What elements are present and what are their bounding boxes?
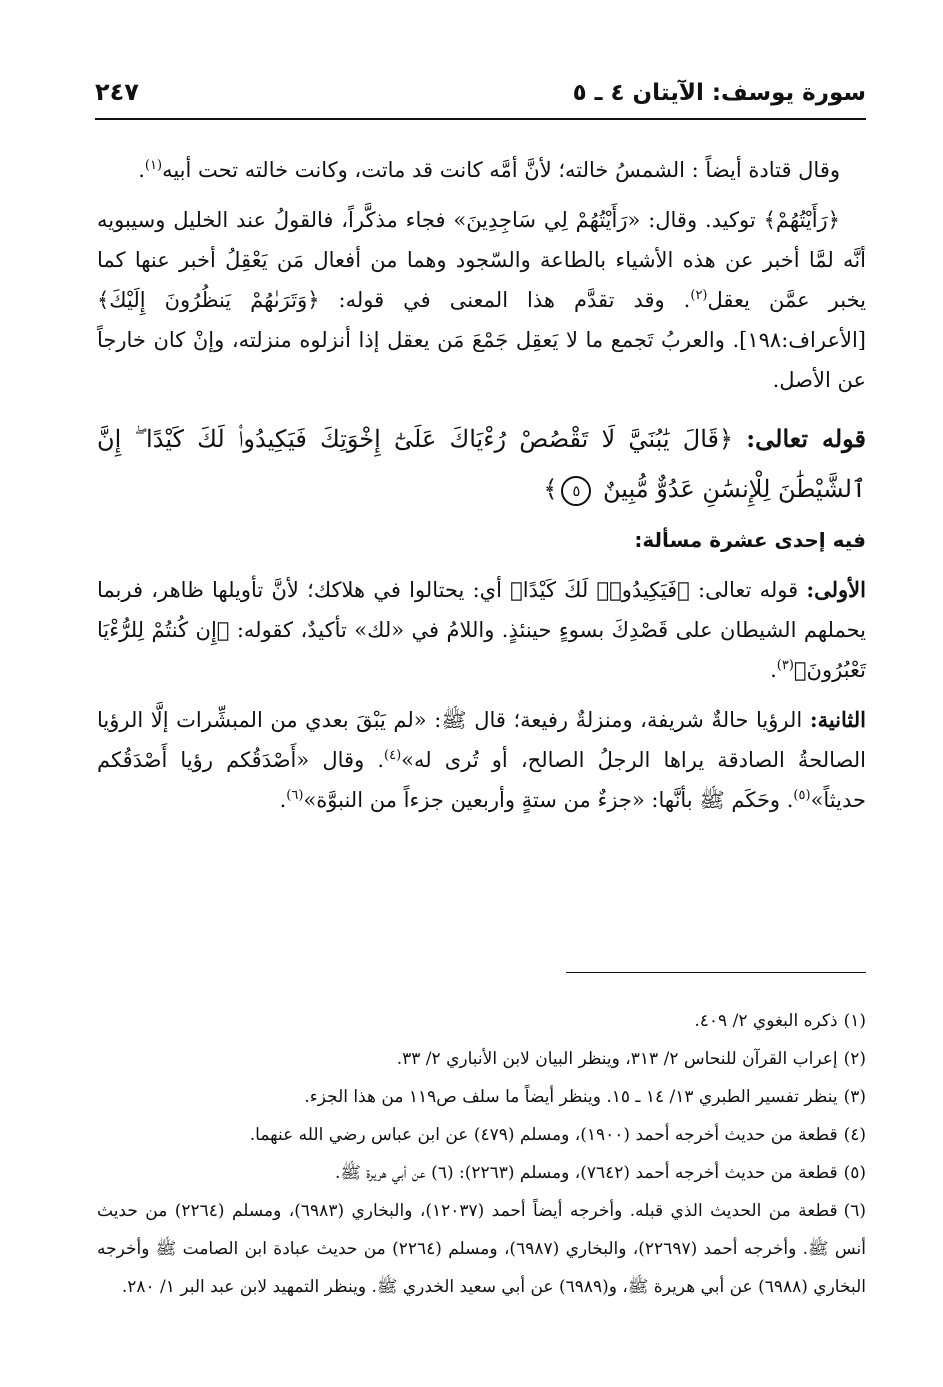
paragraph: وقال قتادة أيضاً : الشمسُ خالته؛ لأنَّ أمَّه كانت قد ماتت، وكانت خالته تحت أبيه$^{(١)}$. xyxy=(138,158,840,182)
footnote-ref[interactable]: (٣) xyxy=(776,658,794,673)
footnote-ref[interactable]: (٤) xyxy=(384,748,402,763)
footnote: (٦)قطعة من الحديث الذي قبله. وأخرجه أيضاً أحمد (١٢٠٣٧)، والبخاري (٦٩٨٣)، ومسلم (٢٢٦٤) من حديث أنس ﷺ. وأخرجه أحمد (٢٢٦٩٧)، والبخاري (٦٩٨٧)، ومسلم (٢٢٦٤) من حديث عبادة ابن الصامت ﷺ وأخرجه البخاري (٦٩٨٨) عن أبي هريرة ﷺ، و(٦٩٨٩) عن أبي سعيد الخدري ﷺ. وينظر التمهيد لابن عبد البر ١/ ٢٨٠. xyxy=(97,1201,866,1297)
footnote-divider xyxy=(566,972,866,973)
footnote-ref[interactable]: (١) xyxy=(144,158,163,173)
masala-paragraph: الأولى: قوله تعالى: ﴿فَيَكِيدُوا۟ لَكَ كَيْدًا﴾ أي: يحتالوا في هلاكك؛ لأنَّ تأويلها ظاهر، فربما يحملهم الشيطان على قَصْدِكَ بسوءٍ حينئذٍ. واللامُ في «لك» تأكيدٌ، كقوله: ﴿إِن كُنتُمْ لِلرُّءْيَا تَعْبُرُونَ﴾$^{(٣)}$. xyxy=(97,577,866,682)
footnote-ref[interactable]: (٢) xyxy=(690,288,708,303)
ayah-number-marker: ٥ xyxy=(561,476,591,506)
verse-close-bracket: ﴾ xyxy=(543,475,558,503)
footnote: (٤)قطعة من حديث أخرجه أحمد (١٩٠٠)، ومسلم (٤٧٩) عن ابن عباس رضي الله عنهما. xyxy=(249,1125,866,1145)
main-text xyxy=(97,150,866,830)
footnote-ref[interactable]: (٦) xyxy=(286,788,304,803)
masala-lead: الثانية: xyxy=(809,707,866,732)
footnote: (٢)إعراب القرآن للنحاس ٢/ ٣١٣، وينظر البيان لابن الأنباري ٢/ ٣٣. xyxy=(396,1049,866,1069)
running-title: سورة يوسف: الآيتان ٤ ـ ٥ xyxy=(572,80,866,106)
verse-lead: قوله تعالى: xyxy=(746,424,866,453)
masala-lead: الأولى: xyxy=(806,577,866,602)
masala-paragraph: الثانية: الرؤيا حالةٌ شريفة، ومنزلةٌ رفيعة؛ قال ﷺ: «لم يَبْقَ بعدي من المبشِّرات إلَّا الرؤيا الصالحةُ الصادقة يراها الرجلُ الصالح، أو تُرى له»$^{(٤)}$. وقال «أَصْدَقُكم رؤيا أَصْدَقُكم حديثاً»$^{(٥)}$. وحَكَم ﷺ بأنَّها: «جزءٌ من ستةٍ وأربعين جزءاً من النبوَّة»$^{(٦)}$. xyxy=(97,707,866,812)
section-title: فيه إحدى عشرة مسألة: xyxy=(634,528,866,552)
footnote-ref[interactable]: (٥) xyxy=(793,788,811,803)
footnote: (٥)قطعة من حديث أخرجه أحمد (٧٦٤٢)، ومسلم (٢٢٦٣): (٦) عن أبي هريرة ﷺ. xyxy=(335,1163,866,1183)
paragraph: ﴿رَأَيْتُهُمْ﴾ توكيد. وقال: «رَأَيْتُهُمْ لِي سَاجِدِينَ» فجاء مذكَّراً، فالقولُ عند الخليل وسيبويه أنَّه لمَّا أخبر عن هذه الأشياء بالطاعة والسّجود وهما من أفعال مَن يَعْقِلُ أخبر عنها كما يخبر عمَّن يعقل$^{(٢)}$. وقد تقدَّم هذا المعنى في قوله: ﴿وَتَرَىٰهُمْ يَنظُرُونَ إِلَيْكَ﴾ [الأعراف:١٩٨]. والعربُ تَجمع ما لا يَعقِل جَمْعَ مَن يعقل إذا أنزلوه منزلته، وإنْ كان خارجاً عن الأصل. xyxy=(97,208,866,392)
footnotes xyxy=(97,1002,866,1306)
footnote: (٣)ينظر تفسير الطبري ١٣/ ١٤ ـ ١٥. وينظر أيضاً ما سلف ص١١٩ من هذا الجزء. xyxy=(304,1087,866,1107)
page-header xyxy=(95,72,866,120)
page-number: ٢٤٧ xyxy=(95,78,139,106)
footnote: (١)ذكره البغوي ٢/ ٤٠٩. xyxy=(694,1011,866,1031)
quran-verse: ﴿قَالَ يَٰبُنَيَّ لَا تَقْصُصْ رُءْيَاكَ عَلَىٰٓ إِخْوَتِكَ فَيَكِيدُوا۟ لَكَ كَيْدًا ۖ إِنَّ ٱلشَّيْطَٰنَ لِلْإِنسَٰنِ عَدُوٌّ مُّبِينٌ xyxy=(97,425,866,503)
verse-block xyxy=(97,414,866,514)
